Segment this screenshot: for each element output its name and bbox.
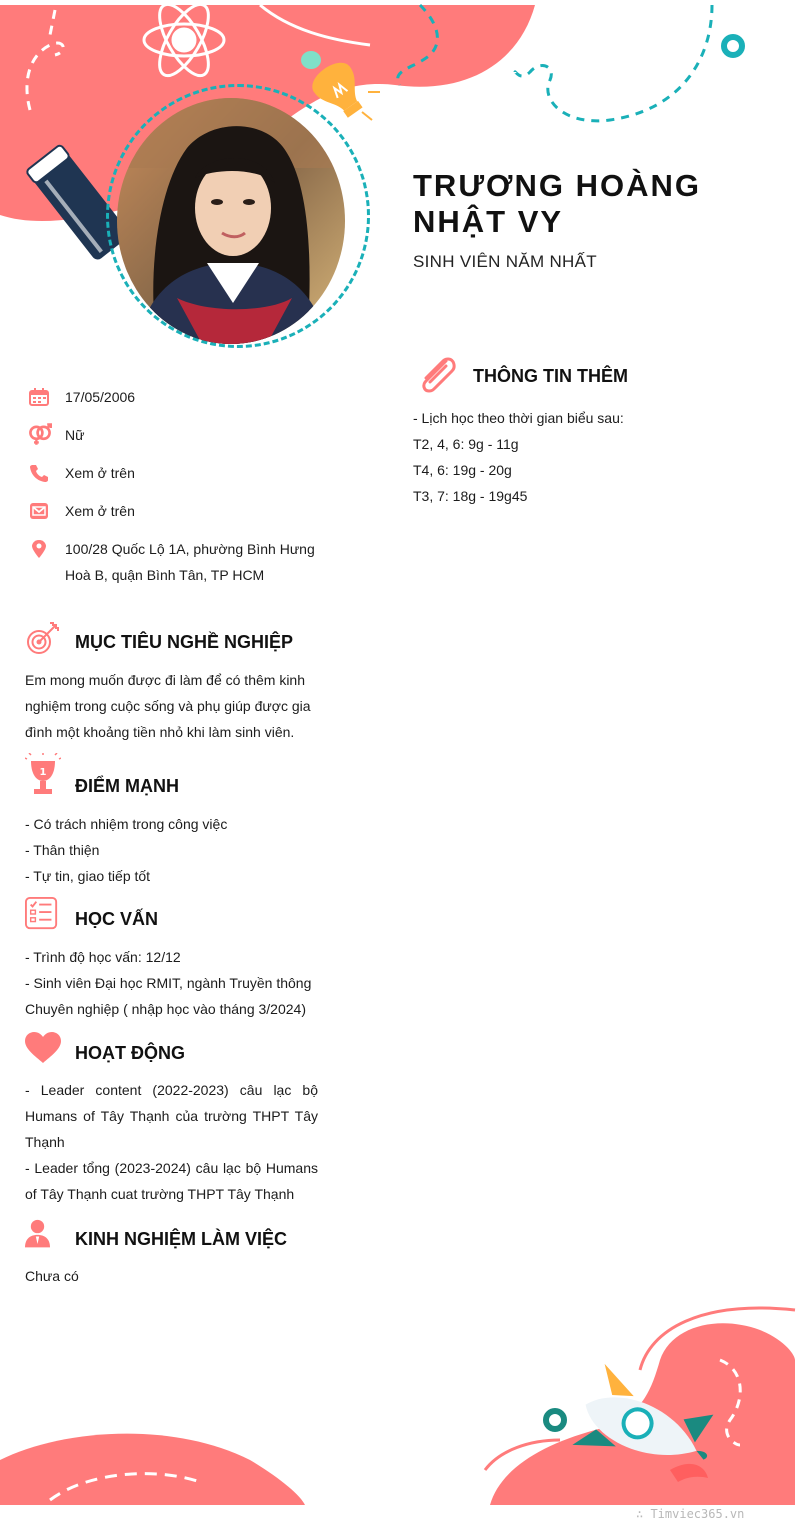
section-strengths-header <box>25 755 325 795</box>
additional-line: T4, 6: 19g - 20g <box>413 462 512 478</box>
additional-line: - Lịch học theo thời gian biểu sau: <box>413 410 624 426</box>
strengths-text <box>25 811 318 889</box>
profile-photo <box>117 98 345 344</box>
section-title: HOẠT ĐỘNG <box>75 1043 185 1063</box>
trophy-icon <box>25 753 61 797</box>
section-title: THÔNG TIN THÊM <box>473 366 628 386</box>
name-line-1: TRƯƠNG HOÀNG <box>413 168 701 203</box>
job-title: SINH VIÊN NĂM NHẤT <box>413 252 597 271</box>
section-title: KINH NGHIỆM LÀM VIỆC <box>75 1229 288 1249</box>
svg-text:1: 1 <box>39 767 47 778</box>
activity-line: - Leader tổng (2023-2024) câu lạc bộ Humans <box>25 1160 318 1176</box>
section-title: ĐIỂM MẠNH <box>75 776 179 796</box>
heart-icon <box>25 1030 61 1066</box>
activity-line: - Leader content (2022-2023) câu lạc bộ <box>25 1082 318 1098</box>
gender-text: Nữ <box>65 427 85 443</box>
objective-line: Em mong muốn được đi làm để có thêm kinh <box>25 672 306 688</box>
email-icon <box>29 502 49 520</box>
calendar-icon <box>29 388 49 406</box>
section-activities-header <box>25 1030 325 1070</box>
paperclip-icon <box>416 355 458 397</box>
education-text <box>25 944 318 1022</box>
address-text <box>65 536 335 588</box>
footer-brand: ∴ Timviec365.vn <box>636 1507 745 1521</box>
education-line: - Sinh viên Đại học RMIT, ngành Truyền thông <box>25 975 312 991</box>
section-experience-header <box>25 1217 325 1257</box>
additional-line: T2, 4, 6: 9g - 11g <box>413 436 519 452</box>
strength-item: - Tự tin, giao tiếp tốt <box>25 868 151 884</box>
address-line-2: Hoà B, quận Bình Tân, TP HCM <box>65 567 265 583</box>
gender-icon <box>28 423 52 445</box>
location-icon <box>29 540 49 558</box>
objective-line: đình một khoảng tiền nhỏ khi làm sinh viên. <box>25 724 295 740</box>
name-line-2: NHẬT VY <box>413 204 564 239</box>
section-title: HỌC VẤN <box>75 909 159 929</box>
email-text: Xem ở trên <box>65 503 135 519</box>
strength-item: - Có trách nhiệm trong công việc <box>25 816 228 832</box>
additional-line: T3, 7: 18g - 19g45 <box>413 488 528 504</box>
phone-icon <box>29 464 49 482</box>
activities-text <box>25 1077 318 1207</box>
additional-text <box>413 405 773 509</box>
education-line: Chuyên nghiệp ( nhập học vào tháng 3/2024) <box>25 1001 306 1017</box>
section-title: MỤC TIÊU NGHỀ NGHIỆP <box>75 632 294 652</box>
strength-item: - Thân thiện <box>25 842 100 858</box>
objective-text <box>25 667 318 745</box>
activity-line: of Tây Thạnh cuat trường THPT Tây Thạnh <box>25 1186 295 1202</box>
birthdate-text: 17/05/2006 <box>65 389 136 405</box>
objective-line: nghiệm trong cuộc sống và phụ giúp được gia <box>25 698 311 714</box>
checklist-icon <box>25 897 59 931</box>
target-icon <box>25 622 61 658</box>
person-icon <box>25 1217 55 1251</box>
experience-text <box>25 1263 318 1289</box>
education-line: - Trình độ học vấn: 12/12 <box>25 949 181 965</box>
phone-text: Xem ở trên <box>65 465 135 481</box>
experience-line: Chưa có <box>25 1268 79 1284</box>
section-objective-header <box>25 622 325 662</box>
section-education-header <box>25 897 325 937</box>
full-name <box>413 168 773 240</box>
activity-line: Humans of Tây Thạnh của trường THPT Tây <box>25 1108 318 1124</box>
activity-line: Thạnh <box>25 1134 65 1150</box>
section-additional-header <box>416 355 756 395</box>
address-line-1: 100/28 Quốc Lộ 1A, phường Bình Hưng <box>65 541 315 557</box>
